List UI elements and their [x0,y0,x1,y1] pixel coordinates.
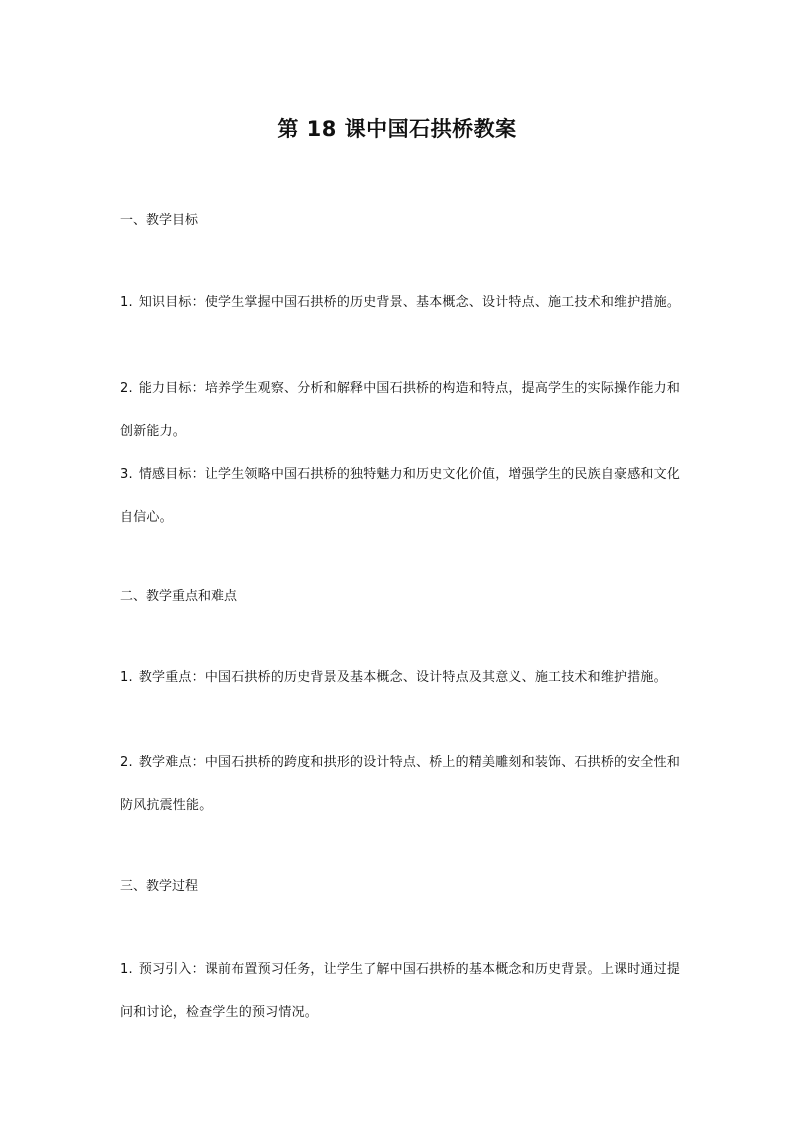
list-item-number: 1. [120,670,133,685]
list-item [120,367,680,453]
list-item-text: 预习引入：课前布置预习任务，让学生了解中国石拱桥的基本概念和历史背景。上课时通过提问和讨论，检查学生的预习情况。 [120,962,681,1020]
section-heading-process: 三、教学过程 [120,879,199,894]
list-item [120,741,680,827]
section-heading-key-points: 二、教学重点和难点 [120,589,238,604]
section-heading-objectives: 一、教学目标 [120,213,199,228]
list-item-number: 1. [120,295,133,310]
list-item-number: 1. [120,962,133,977]
list-item-text: 能力目标：培养学生观察、分析和解释中国石拱桥的构造和特点，提高学生的实际操作能力和创新能力。 [120,381,681,439]
list-item [120,656,680,699]
list-item [120,453,680,539]
list-item [120,281,680,324]
list-item-number: 2. [120,755,133,770]
list-item-text: 情感目标：让学生领略中国石拱桥的独特魅力和历史文化价值，增强学生的民族自豪感和文化自信心。 [120,467,681,525]
list-item-text: 教学难点：中国石拱桥的跨度和拱形的设计特点、桥上的精美雕刻和装饰、石拱桥的安全性和防风抗震性能。 [120,755,681,813]
list-item-number: 3. [120,467,133,482]
list-item [120,948,680,1034]
list-item-text: 教学重点：中国石拱桥的历史背景及基本概念、设计特点及其意义、施工技术和维护措施。 [138,670,667,685]
list-item-number: 2. [120,381,133,396]
list-item-text: 知识目标：使学生掌握中国石拱桥的历史背景、基本概念、设计特点、施工技术和维护措施。 [138,295,681,310]
document-title: 第 18 课中国石拱桥教案 [277,117,517,141]
